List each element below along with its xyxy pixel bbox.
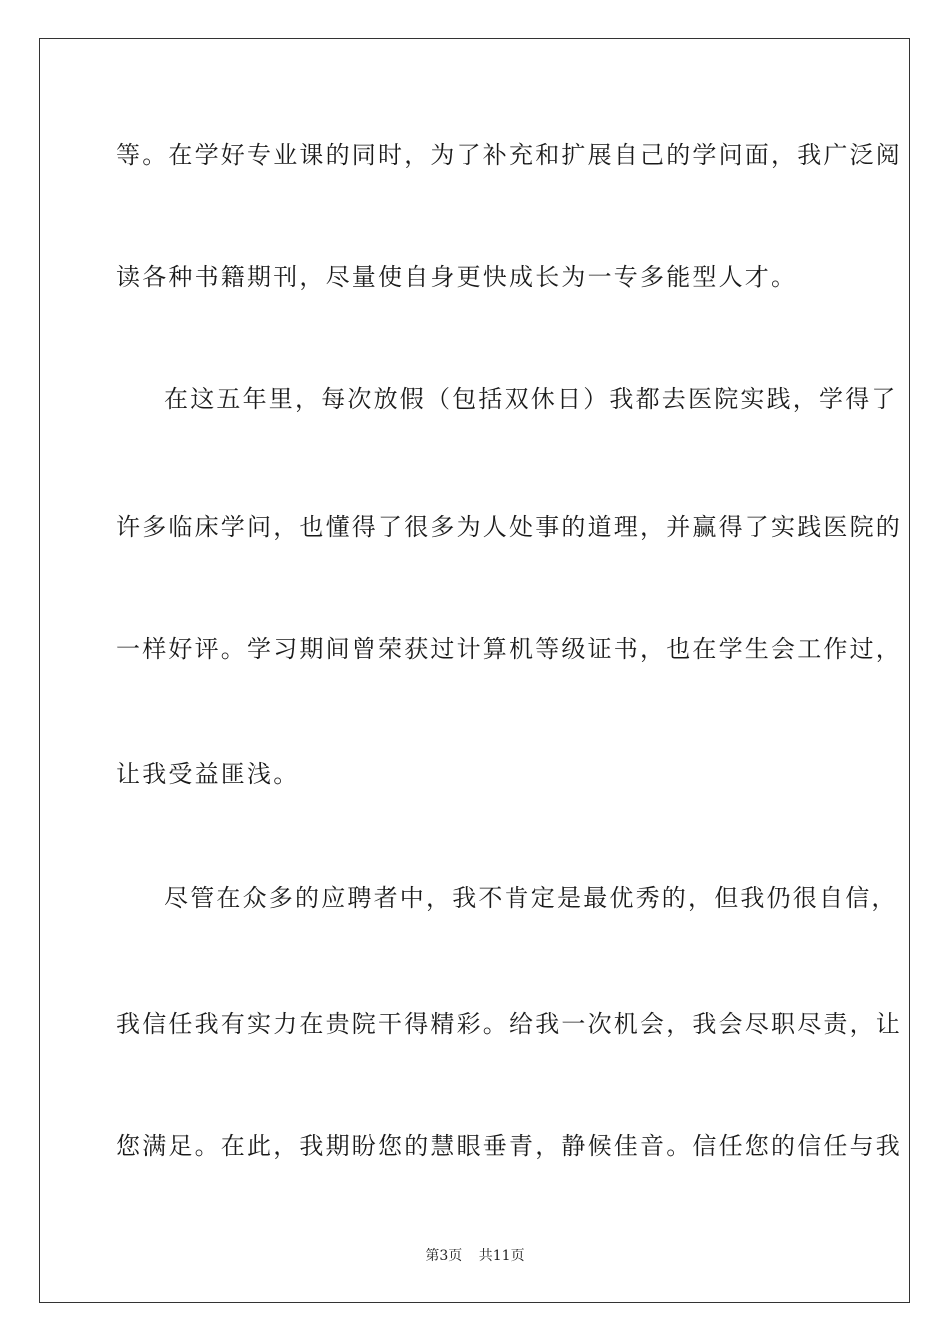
body-text-line: 读各种书籍期刊，尽量使自身更快成长为一专多能型人才。 [116,263,798,291]
paragraph-start-line: 在这五年里，每次放假（包括双休日）我都去医院实践，学得了 [164,385,898,413]
body-text-line: 您满足。在此，我期盼您的慧眼垂青，静候佳音。信任您的信任与我 [116,1132,902,1160]
paragraph-start-line: 尽管在众多的应聘者中，我不肯定是最优秀的，但我仍很自信， [164,884,898,912]
body-text-line: 一样好评。学习期间曾荣获过计算机等级证书，也在学生会工作过， [116,635,902,663]
body-text-line: 让我受益匪浅。 [116,760,300,788]
page-border [39,38,910,1303]
body-text-line: 我信任我有实力在贵院干得精彩。给我一次机会，我会尽职尽责，让 [116,1010,902,1038]
page-total: 共11页 [478,1248,525,1264]
body-text-line: 等。在学好专业课的同时，为了补充和扩展自己的学问面，我广泛阅 [116,141,902,169]
page-number: 第3页 [425,1248,463,1264]
body-text-line: 许多临床学问，也懂得了很多为人处事的道理，并赢得了实践医院的 [116,513,902,541]
page-footer [0,1247,950,1265]
